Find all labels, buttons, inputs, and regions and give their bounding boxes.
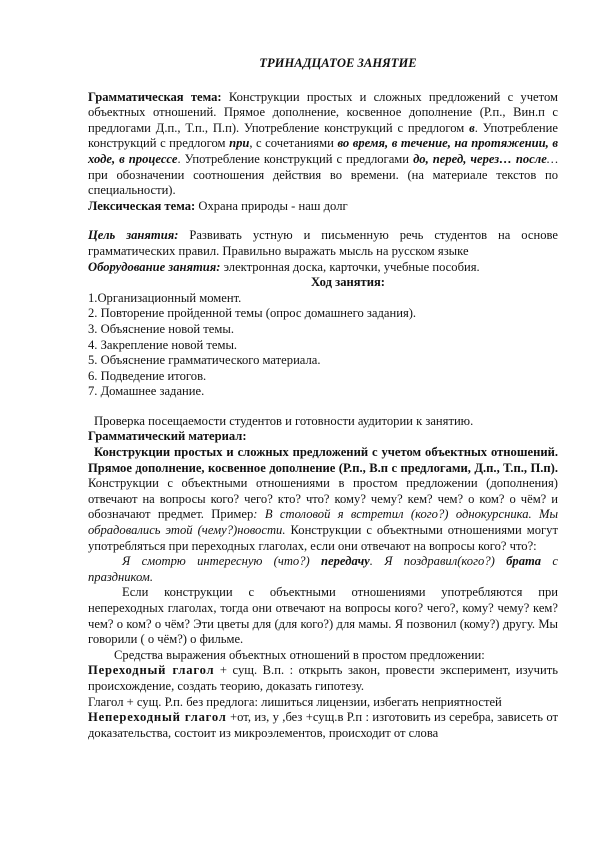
material-text-1: Конструкции с объектными отношениями в простом предложении (дополнения) отвечают на вопросы кого? чего? кто? что? кому? чему? кем? чем? о ком? о чём? и обозначают предмет. Пример bbox=[88, 476, 558, 522]
material-heading: Конструкции простых и сложных предложений с учетом объектных отношений. Прямое дополнение, косвенное дополнение (Р.п., В.п с предлогами, Д.п., Т.п., П.п). bbox=[88, 445, 558, 475]
intransitive-paragraph: Если конструкции с объектными отношениями употребляются при непереходных глаголах, тогда они отвечают на вопросы кого? чего?, кому? чему? кем? чем? о ком? о чём? Эти цветы для (для кого?) для мамы. Я позвонил (кому?) другу. Мы говорили ( о чём?) о фильме. bbox=[88, 585, 558, 647]
list-item: 7. Домашнее задание. bbox=[88, 384, 205, 399]
list-item: 3. Объяснение новой темы. bbox=[88, 321, 234, 336]
equipment-label: Оборудование занятия: bbox=[88, 259, 221, 274]
attendance-paragraph: Проверка посещаемости студентов и готовности аудитории к занятию. bbox=[94, 413, 474, 428]
material-paragraph bbox=[88, 445, 558, 554]
example-text-1: Я смотрю интересную (что?) bbox=[122, 554, 322, 569]
goal-label: Цель занятия: bbox=[88, 228, 179, 243]
material-example: : В столовой я встретил (кого?) однокурсника. Мы обрадовались этой (чему?)новости. bbox=[88, 507, 559, 538]
list-item: 5. Объяснение грамматического материала. bbox=[88, 353, 321, 368]
intransitive-label: Непереходный глагол bbox=[88, 710, 227, 725]
example-word-1: передачу bbox=[321, 554, 370, 569]
grammar-prep-pri: при bbox=[229, 136, 250, 151]
goal-paragraph bbox=[88, 228, 558, 259]
list-item: 2. Повторение пройденной темы (опрос домашнего задания). bbox=[88, 306, 417, 321]
grammar-topic-label: Грамматическая тема: bbox=[88, 89, 222, 104]
transitive-label: Переходный глагол bbox=[88, 663, 215, 678]
grammar-preps-time: до, перед, через… после bbox=[413, 151, 547, 166]
course-title: Ход занятия: bbox=[310, 275, 386, 290]
transitive-text: + сущ. В.п. : открыть закон, провести эксперимент, изучить происхождение, создать теорию, доказать гипотезу. bbox=[88, 663, 558, 693]
list-item: 1.Организационный момент. bbox=[88, 290, 242, 305]
material-label: Грамматический материал: bbox=[88, 429, 247, 444]
grammar-text-5: при обозначении соотношения действия во времени. (на материале текстов по специальности). bbox=[88, 167, 558, 198]
lexical-topic-paragraph bbox=[88, 199, 558, 215]
lexical-topic-label: Лексическая тема: bbox=[88, 198, 196, 213]
example-text-2: . Я поздравил(кого?) bbox=[369, 554, 507, 569]
example-text-3: с праздником. bbox=[88, 554, 559, 584]
example-word-2: брата bbox=[506, 554, 542, 569]
example-paragraph bbox=[88, 554, 558, 585]
grammar-text-2: . Употребление конструкций с предлогом bbox=[88, 120, 558, 151]
material-text-2: Конструкции с объектными отношениями могут употребляться при переходных глаголах, если они отвечают на вопросы кого? что?: bbox=[88, 523, 558, 553]
genitive-paragraph: Глагол + сущ. Р.п. без предлога: лишиться лицензии, избегать неприятностей bbox=[88, 694, 502, 709]
goal-text: Развивать устную и письменную речь студентов на основе грамматических правил. Правильно выражать мысль на русском языке bbox=[88, 228, 558, 258]
intransitive-means-paragraph bbox=[88, 710, 558, 741]
transitive-paragraph bbox=[88, 663, 558, 694]
steps-list bbox=[88, 291, 558, 400]
lexical-topic-text: Охрана природы - наш долг bbox=[195, 198, 348, 213]
grammar-prep-v: в bbox=[469, 120, 475, 135]
intransitive-text: +от, из, у ,без +сущ.в Р.п : изготовить из серебра, зависеть от доказательства, состоит из микроэлементов, происходит от слова bbox=[88, 710, 558, 740]
document-page bbox=[88, 56, 558, 741]
means-heading: Средства выражения объектных отношений в простом предложении: bbox=[114, 647, 485, 662]
equipment-text: электронная доска, карточки, учебные пособия. bbox=[220, 259, 480, 274]
grammar-combinations: во время, в течение, на протяжении, в ходе, в процессе bbox=[88, 136, 558, 166]
grammar-text-3: , с сочетаниями bbox=[249, 136, 338, 151]
grammar-ellipsis: … bbox=[546, 151, 559, 166]
equipment-paragraph bbox=[88, 260, 558, 276]
grammar-text-1: Конструкции простых и сложных предложений с учетом объектных отношений. Прямое дополнение, косвенное дополнение (Р.п., Вин.п с предлогами Д.п., Т.п., П.п). Употребление конструкций с предлогом bbox=[88, 89, 558, 135]
list-item: 4. Закрепление новой темы. bbox=[88, 337, 238, 352]
lesson-title: ТРИНАДЦАТОЕ ЗАНЯТИЕ bbox=[259, 56, 417, 70]
grammar-topic-paragraph bbox=[88, 90, 558, 199]
list-item: 6. Подведение итогов. bbox=[88, 368, 207, 383]
grammar-text-4: . Употребление конструкций с предлогами bbox=[177, 151, 414, 166]
